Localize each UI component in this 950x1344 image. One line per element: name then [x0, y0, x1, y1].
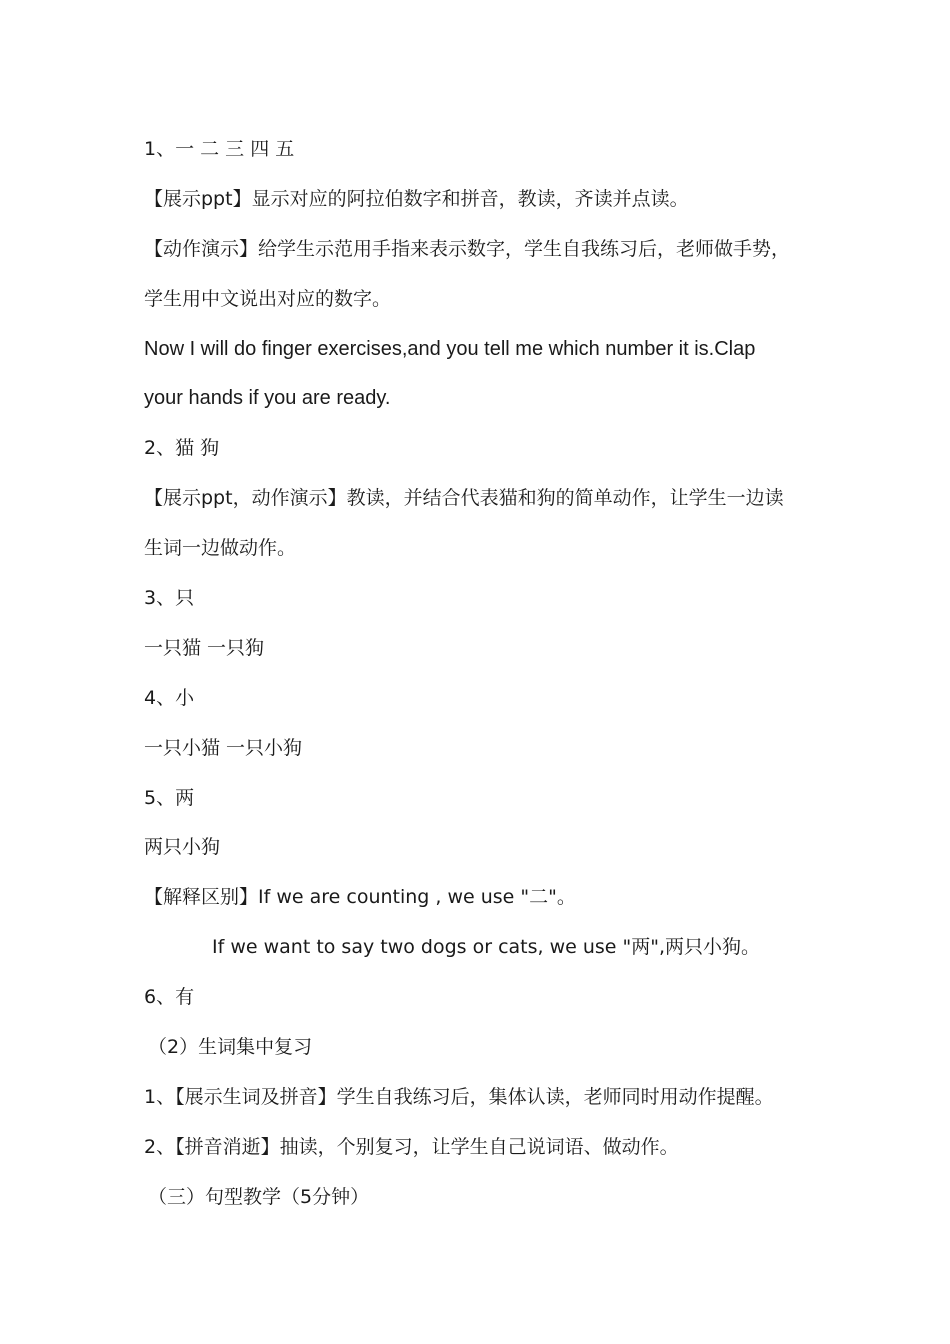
small-example: 一只小猫 一只小狗 — [144, 736, 303, 759]
vocab-review-heading: （2）生词集中复习 — [148, 1036, 313, 1059]
show-ppt-instruction: 【展示ppt】显示对应的阿拉伯数字和拼音，教读，齐读并点读。 — [144, 187, 689, 210]
vocab-review-step-2: 2、【拼音消逝】抽读，个别复习，让学生自己说词语、做动作。 — [144, 1135, 679, 1158]
explain-difference-line-2: If we want to say two dogs or cats, we use "两",两只小狗。 — [212, 936, 761, 959]
two-example: 两只小狗 — [144, 836, 221, 859]
cat-dog-instruction-continuation: 生词一边做动作。 — [144, 537, 297, 560]
have-heading: 6、有 — [144, 986, 195, 1009]
two-heading: 5、两 — [144, 786, 195, 809]
vocab-review-step-1: 1、【展示生词及拼音】学生自我练习后，集体认读，老师同时用动作提醒。 — [144, 1085, 774, 1108]
cat-dog-instruction: 【展示ppt，动作演示】教读，并结合代表猫和狗的简单动作，让学生一边读 — [144, 487, 784, 510]
measure-word-heading: 3、只 — [144, 587, 195, 610]
sentence-teaching-heading: （三）句型教学（5分钟） — [148, 1185, 370, 1208]
explain-difference-line-1: 【解释区别】If we are counting , we use "二"。 — [144, 886, 576, 909]
cat-dog-heading: 2、猫 狗 — [144, 437, 220, 460]
action-demo-instruction: 【动作演示】给学生示范用手指来表示数字，学生自我练习后，老师做手势， — [144, 237, 791, 260]
document-body — [144, 125, 824, 1223]
small-heading: 4、小 — [144, 686, 195, 709]
english-prompt-line-2: your hands if you are ready. — [144, 387, 391, 410]
measure-word-example: 一只猫 一只狗 — [144, 636, 265, 659]
numbers-heading: 1、一 二 三 四 五 — [144, 138, 295, 160]
action-demo-continuation: 学生用中文说出对应的数字。 — [144, 287, 392, 310]
english-prompt-line-1: Now I will do finger exercises,and you tell me which number it is.Clap — [144, 337, 756, 360]
